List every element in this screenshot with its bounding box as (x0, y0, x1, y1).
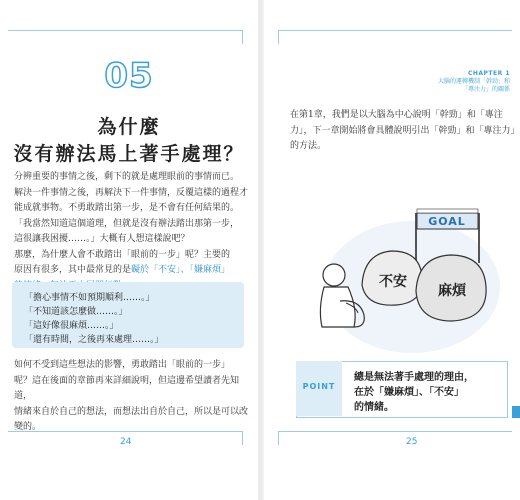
page-title-line2: 沒有辦法馬上著手處理？ (13, 143, 245, 165)
bottom-frame-line (8, 431, 242, 432)
chapter-number: 05 (104, 56, 154, 96)
point-text-line: 總是無法著手處理的理由， (354, 372, 474, 383)
chapter-label: CHAPTER 1 (467, 70, 510, 77)
page-number: 24 (120, 437, 132, 447)
quote-item: 「這好像很麻煩……。」 (24, 321, 119, 331)
frame-tick (242, 30, 243, 44)
person-body (320, 287, 355, 327)
text-line: 那麼，為什麼人會不敢踏出「眼前的一步」呢？主要的 (14, 249, 231, 260)
frame-tick (242, 431, 243, 445)
person-head (323, 264, 345, 286)
text-line: 能成就事物。不勇敢踏出第一步，是不會有任何結果的。 (14, 203, 240, 213)
rock-label: 麻煩 (438, 283, 466, 299)
text-line: 力」，下一章開始將會具體說明引出「幹勁」和「專注力」 (290, 125, 520, 136)
body-paragraph-1 (14, 170, 250, 294)
point-label: POINT (302, 382, 336, 391)
text-line: 的方法。 (290, 141, 327, 151)
quote-item: 「擔心事情不如預期順利……。」 (24, 293, 155, 303)
page-edge-marker (512, 406, 520, 418)
bottom-frame-line (278, 431, 512, 432)
text-line: 解決一件事情之後，再解決下一件事情，反覆這樣的過程才 (14, 187, 249, 198)
text-line: 原因有很多，其中最常見的是礙於「不安」、「嫌麻煩」 (14, 265, 231, 275)
text-line: 在第1章，我們是以大腦為中心說明「幹勁」和「專注 (290, 110, 503, 120)
quote-item: 「還有時間，之後再來處理……。」 (24, 335, 164, 345)
quote-item: 「不知道該怎麼做……。」 (24, 307, 128, 317)
top-frame-line (8, 30, 242, 31)
page-number: 25 (406, 437, 418, 447)
goal-illustration (300, 195, 510, 355)
point-text-line: 的情緒。 (354, 402, 394, 413)
left-page (0, 0, 258, 500)
text-line: 這很讓我困擾……。」大概有人想這樣說吧？ (14, 234, 190, 244)
chapter-subtitle: 大腦的運轉機制「幹勁」和 (437, 78, 510, 85)
body-paragraph-2 (14, 358, 250, 436)
text-line: 「我當然知道這個道理，但就是沒有辦法踏出那第一步， (14, 218, 240, 229)
text-line: 情緒來自於自己的想法，而想法出自於自己，所以是可以改 (14, 406, 249, 417)
highlight-text: 礙於「不安」、「嫌麻煩」 (131, 265, 231, 275)
text-line: 呢？這在後面的章節再來詳細說明，但這邊希望讀者先知道， (14, 375, 240, 401)
chapter-subtitle: 「專注力」的關係 (461, 86, 510, 93)
chapter-header (420, 70, 510, 94)
frame-tick (278, 30, 279, 44)
frame-tick (278, 431, 279, 445)
right-body-paragraph (290, 108, 520, 155)
goal-text: GOAL (428, 215, 466, 228)
text-line: 變的。 (14, 422, 42, 432)
point-text-line: 在於「嫌麻煩」、「不安」 (354, 387, 464, 398)
page-title-line1: 為什麼 (97, 116, 161, 138)
quote-box (12, 282, 244, 348)
text-line: 如何不受到這些想法的影響，勇敢踏出「眼前的一步」 (14, 360, 231, 370)
rock-label: 不安 (379, 274, 407, 290)
top-frame-line (278, 30, 512, 31)
banner-stripe (417, 209, 478, 213)
text-line: 分辨重要的事情之後，剩下的就是處理眼前的事情而已。 (14, 172, 240, 182)
